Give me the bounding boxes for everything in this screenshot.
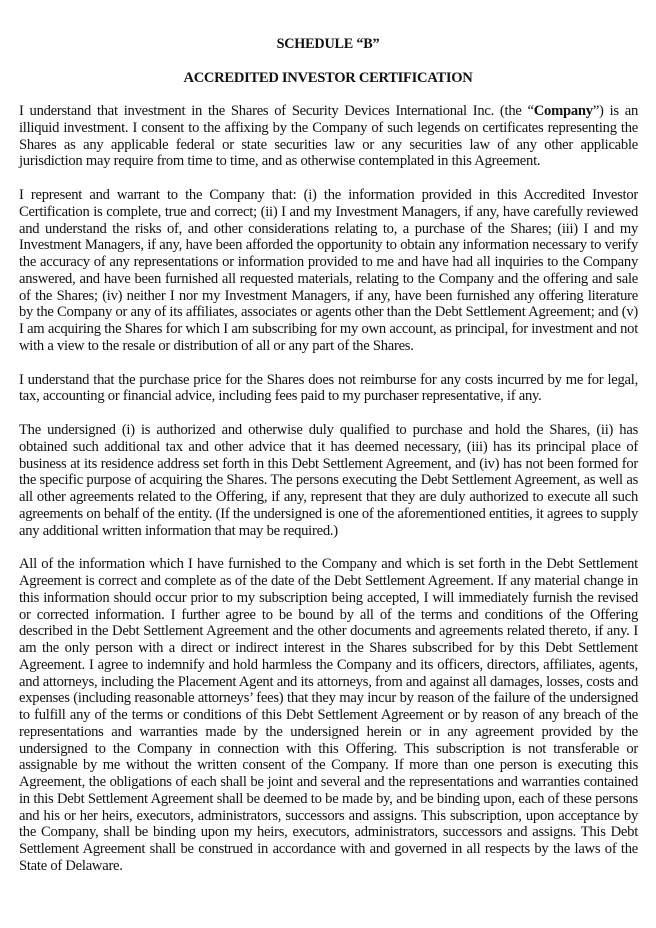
defined-term-company: Company	[533, 103, 593, 119]
paragraph-undersigned-entity: The undersigned (i) is authorized and otherwise duly qualified to purchase and hold the Shares, (ii) has obtained such additional tax and other advice that it has deemed necessary, (iii) has its principal place of business at its residence address set forth in this Debt Settlement Agreement, and (iv) has not been formed for the specific purpose of acquiring the Shares. The persons executing the Debt Settlement Agreement, as well as all other agreements related to the Offering, if any, represent that they are duly authorized to execute all such agreements on behalf of the entity. (If the undersigned is one of the aforementioned entities, it agrees to supply any additional written information that may be required.)	[19, 422, 638, 539]
document-body	[19, 103, 638, 892]
paragraph-text: I understand that investment in the Shares of Security Devices International Inc. (the “	[19, 103, 534, 119]
paragraph-representations: I represent and warrant to the Company that: (i) the information provided in this Accredited Investor Certification is complete, true and correct; (ii) I and my Investment Managers, if any, have carefully reviewed and understand the risks of, and other considerations relating to, a purchase of the Shares; (iii) I and my Investment Managers, if any, have been afforded the opportunity to obtain any information necessary to verify the accuracy of any representations or information provided to me and have had all inquiries to the Company answered, and have been furnished all requested materials, relating to the Company and the offering and sale of the Shares; (iv) neither I nor my Investment Managers, if any, have been furnished any offering literature by the Company or any of its affiliates, associates or agents other than the Debt Settlement Agreement; and (v) I am acquiring the Shares for which I am subscribing for my own account, as principal, for investment and not with a view to the resale or distribution of all or any part of the Shares.	[19, 187, 638, 354]
paragraph-purchase-price: I understand that the purchase price for the Shares does not reimburse for any costs incurred by me for legal, tax, accounting or financial advice, including fees paid to my purchaser representative, if any.	[19, 371, 638, 405]
paragraph-illiquid-investment	[19, 103, 638, 170]
certification-title: ACCREDITED INVESTOR CERTIFICATION	[183, 70, 473, 86]
paragraph-text: ”) is an illiquid investment. I consent to the affixing by the Company of such legends on certificates representing the Shares as any applicable federal or state securities law or any securities law of any other applicable jurisdiction may require from time to time, and as otherwise contemplated in this Agreement.	[19, 103, 638, 170]
paragraph-information-indemnity: All of the information which I have furnished to the Company and which is set forth in the Debt Settlement Agreement is correct and complete as of the date of the Debt Settlement Agreement. If any material change in this information should occur prior to my subscription being accepted, I will immediately furnish the revised or corrected information. I further agree to be bound by all of the terms and conditions of the Offering described in the Debt Settlement Agreement and the other documents and agreements related thereto, if any. I am the only person with a direct or indirect interest in the Shares subscribed for by this Debt Settlement Agreement. I agree to indemnify and hold harmless the Company and its officers, directors, affiliates, agents, and attorneys, including the Placement Agent and its attorneys, from and against all damages, losses, costs and expenses (including reasonable attorneys’ fees) that they may incur by reason of the failure of the undersigned to fulfill any of the terms or conditions of this Debt Settlement Agreement or by reason of any breach of the representations and warranties made by the undersigned herein or in any agreement provided by the undersigned to the Company in connection with this Offering. This subscription is not transferable or assignable by me without the written consent of the Company. If more than one person is executing this Agreement, the obligations of each shall be joint and several and the representations and warranties contained in this Debt Settlement Agreement shall be deemed to be made by, and be binding upon, each of these persons and his or her heirs, executors, administrators, successors and assigns. This subscription, upon acceptance by the Company, shall be binding upon my heirs, executors, administrators, successors and assigns. This Debt Settlement Agreement shall be construed in accordance with and governed in all respects by the laws of the State of Delaware.	[19, 556, 638, 874]
schedule-title: SCHEDULE “B”	[276, 36, 380, 52]
